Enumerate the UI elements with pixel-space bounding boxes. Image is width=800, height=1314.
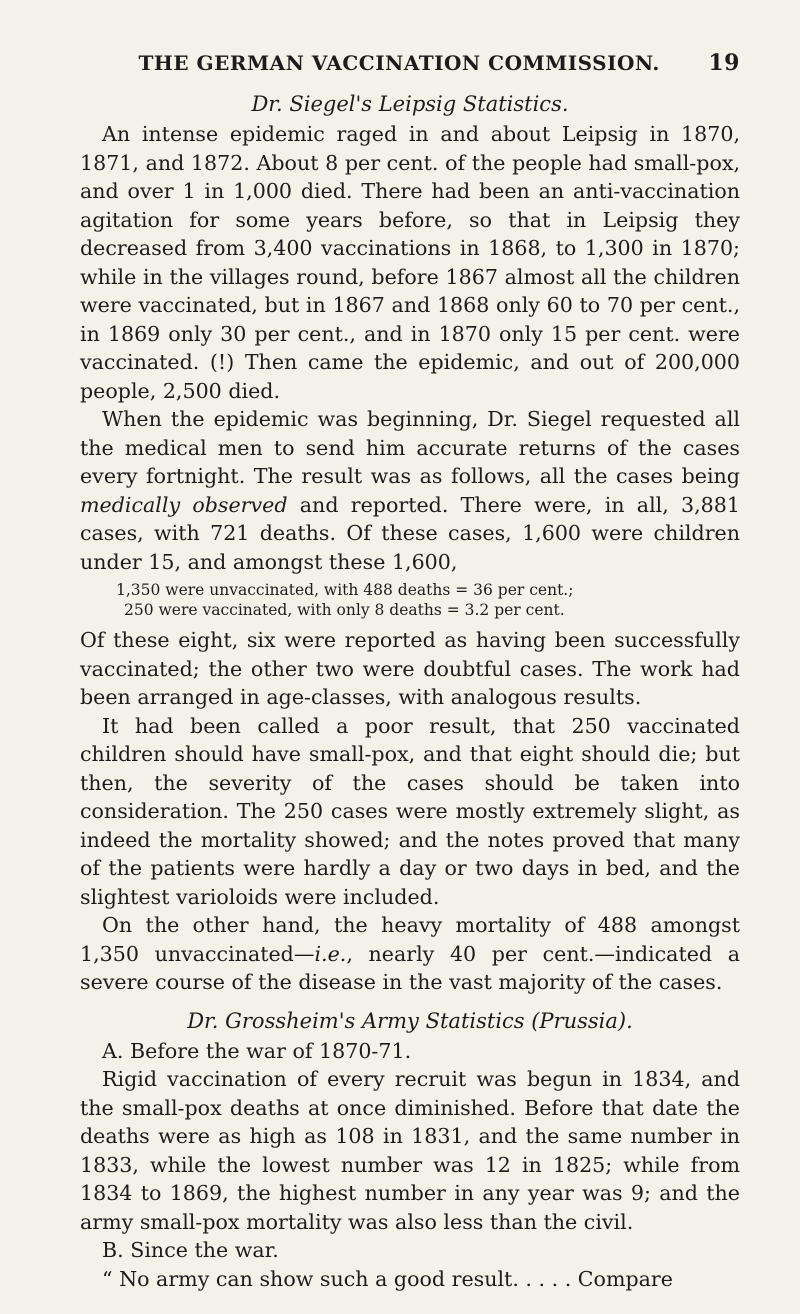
- stat-unvaccinated: 1,350 were unvaccinated, with 488 deaths = 36 per cent.;: [116, 581, 574, 599]
- subsection-a-label: A.: [102, 1038, 124, 1063]
- paragraph-returns: [80, 405, 740, 576]
- section-heading-siegel: Dr. Siegel's Leipsig Statistics.: [251, 92, 569, 116]
- page: [80, 50, 740, 1293]
- paragraph-quote: “ No army can show such a good result. . . . . Compare: [102, 1266, 673, 1291]
- section-heading-grossheim: Dr. Grossheim's Army Statistics (Prussia).: [187, 1008, 633, 1033]
- paragraph-rigid-vaccination: Rigid vaccination of every recruit was begun in 1834, and the small-pox deaths at once diminished. Before that date the deaths were as high as 108 in 1831, and the same number in 1833, while the lowest number was 12 in 1825; while from 1834 to 1869, the highest number in any year was 9; and the army small-pox mortality was also less than the civil.: [80, 1067, 740, 1234]
- subsection-b: [80, 1236, 740, 1265]
- running-head: [80, 50, 740, 76]
- page-number: 19: [708, 50, 740, 76]
- subsection-a: [80, 1037, 740, 1066]
- emphasis-ie: i.e.: [314, 941, 347, 966]
- subsection-b-label: B.: [102, 1238, 124, 1262]
- subsection-b-text: Since the war.: [130, 1238, 279, 1262]
- subsection-a-text: Before the war of 1870-71.: [129, 1038, 412, 1063]
- paragraph-eight: Of these eight, six were reported as having been successfully vaccinated; the other two were doubtful cases. The work had been arranged in age-classes, with analogous results.: [80, 628, 740, 709]
- paragraph-mortality-text-1: On the other hand, the heavy mortality of 488 amongst 1,350 unvaccinated—: [80, 913, 740, 966]
- running-title: THE GERMAN VACCINATION COMMISSION.: [138, 51, 660, 75]
- stat-vaccinated: 250 were vaccinated, with only 8 deaths = 3.2 per cent.: [124, 601, 565, 619]
- vaccination-stats: [116, 580, 740, 620]
- emphasis-medically-observed: medically observed: [80, 492, 288, 517]
- paragraph-mortality: [80, 911, 740, 997]
- paragraph-returns-text-1: When the epidemic was beginning, Dr. Siegel requested all the medical men to send him accurate returns of the cases every fortnight. The result was as follows, all the cases being: [80, 407, 740, 488]
- paragraph-mortality-text-2: , nearly 40 per cent.—indicated a severe course of the disease in the vast majority of the cases.: [80, 941, 741, 994]
- paragraph-returns-text-2: and reported. There were, in all, 3,881 cases, with 721 deaths. Of these cases, 1,600 were children under 15, and amongst these 1,600,: [80, 492, 740, 574]
- paragraph-epidemic: An intense epidemic raged in and about Leipsig in 1870, 1871, and 1872. About 8 per cent. of the people had small-pox, and over 1 in 1,000 died. There had been an anti-vaccination agitation for some years before, so that in Leipsig they decreased from 3,400 vaccinations in 1868, to 1,300 in 1870; while in the villages round, before 1867 almost all the children were vaccinated, but in 1867 and 1868 only 60 to 70 per cent., in 1869 only 30 per cent., and in 1870 only 15 per cent. were vaccinated. (!) Then came the epidemic, and out of 200,000 people, 2,500 died.: [80, 122, 740, 403]
- paragraph-poor-result: It had been called a poor result, that 250 vaccinated children should have small-pox, and that eight should die; but then, the severity of the cases should be taken into consideration. The 250 cases were mostly extremely slight, as indeed the mortality showed; and the notes proved that many of the patients were hardly a day or two days in bed, and the slightest varioloids were included.: [80, 713, 740, 909]
